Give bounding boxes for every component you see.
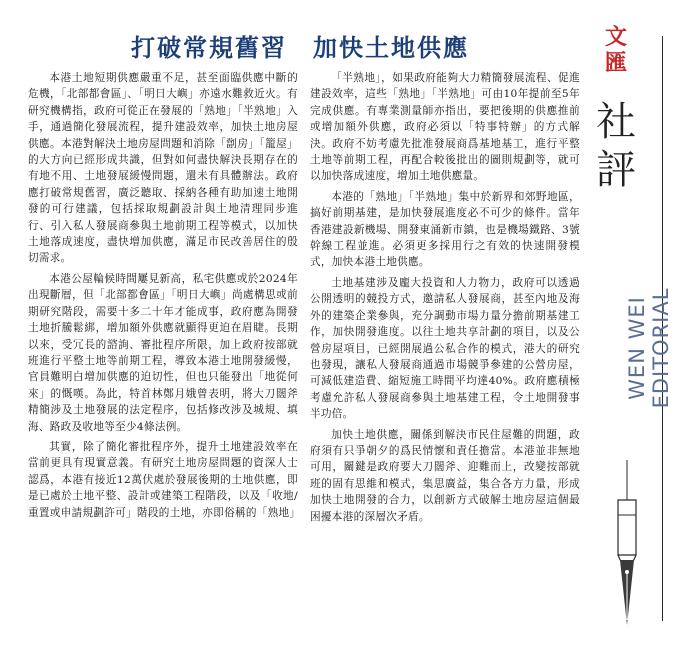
article-paragraph: 加快土地供應，關係到解決市民住屋難的問題，政府須有只爭朝夕的爲民情懷和責任擔當。本港並非無地可用，關鍵是政府要大刀闊斧、迎難而上，改變按部就班的固有思維和模式，集思廣益，集合各方力量，形成加快土地開發的合力，以創新方式破解土地房屋這個最困擾本港的深層次矛盾。 [310,428,580,523]
article-paragraph: 本港公屋輪候時間屢見新高，私宅供應或於2024年出現斷層，但「北部都會區」「明日大嶼」尚處構思或前期研究階段，需要十多二十年才能成事，政府應為開發土地折騰鬆綁，增加額外供應就顯得更迫在眉睫。長期以來，受冗長的諮詢、審批程序所限，加上政府按部就班進行平整土地等前期工程，導致本港土地開發緩慢，官員難明白增加供應的迫切性，但也只能發出「地從何來」的慨嘆。為此，特首林鄭月娥曾表明，將大刀闊斧精簡涉及土地發展的法定程序，包括修改涉及城規、填海、路政及收地等至少4條法例。 [28,272,298,433]
article-column-left [28,70,301,525]
article-paragraph: 「半熟地」，如果政府能夠大力精簡發展流程、促進建設效率，這些「熟地」「半熟地」可由10年提前至5年完成供應。有專業測量師亦指出，要把後期的供應推前或增加額外供應，政府必須以「特事特辦」的方式解決。政府不妨考慮先批准發展商爲基地基工，進行平整土地等前期工程，再配合較後批出的圖則規劃等，就可以加快落成速度，增加土地供應量。 [310,72,580,183]
section-title-english: WEN WEI EDITORIAL [625,287,673,409]
article-paragraph: 本港的「熟地」「半熟地」集中於新界和郊野地區，搞好前期基建，是加快發展進度必不可少的條件。當年香港建設新機場、開發東涌新市鎮，也是機場鐵路、3號幹線工程並進。必須更多採用行之有效的快速開發模式，加快本港土地供應。 [310,190,580,269]
wenwei-logo: 文匯 [604,24,627,76]
section-title: 社評 [596,99,636,193]
article-paragraph: 本港土地短期供應嚴重不足，甚至面臨供應中斷的危機，「北部都會區」、「明日大嶼」亦遠水難救近火。有研究機構指，政府可從正在發展的「熟地」「半熟地」入手，通過簡化發展流程，提升建設效率，加快土地房屋供應。本港對解決土地房屋問題和消除「劏房」「籠屋」的大方向已經形成共識，但對如何盡快解決長期存在的有地不用、土地發展緩慢問題，還未有具體辦法。政府應打破常規舊習，廣泛聽取、採納各種有助加速土地開發的可行建議，包括採取規劃設計與土地清理同步進行、引入私人發展商參與土地前期工程等模式，以加快土地落成速度，盡快增加供應，滿足市民改善居住的殷切需求。 [28,72,298,265]
editorial-headline: 打破常規舊習 加快土地供應 [131,34,469,62]
article-paragraph: 其實，除了簡化審批程序外，提升土地建設效率在當前更具有現實意義。有研究土地房屋問題的資深人士認爲，本港有接近12萬伏處於發展後期的土地供應，即是已處於土地平整、設計或建築工程階段，以及「收地/重置或申請規劃許可」階段的土地，亦即俗稱的「熟地」 [28,440,301,519]
article-column-right [310,70,580,529]
fountain-pen-icon [606,460,648,630]
article-paragraph: 土地基建涉及龐大投資和人力物力，政府可以透過公開透明的競投方式，邀請私人發展商，甚至內地及海外的建築企業參與，充分調動市場力量分擔前期基建工作，加快開發進度。以往土地共享計劃的項目，以及公營房屋項目，已經開展過公私合作的模式，港大的研究也發現，讓私人發展商通過市場競爭參建的公營房屋，可減低建造費、縮短施工時間平均達40%。政府應積極考慮允許私人發展商參與土地基建工程，令土地開發事半功倍。 [310,276,580,421]
editorial-sidebar [590,20,673,640]
